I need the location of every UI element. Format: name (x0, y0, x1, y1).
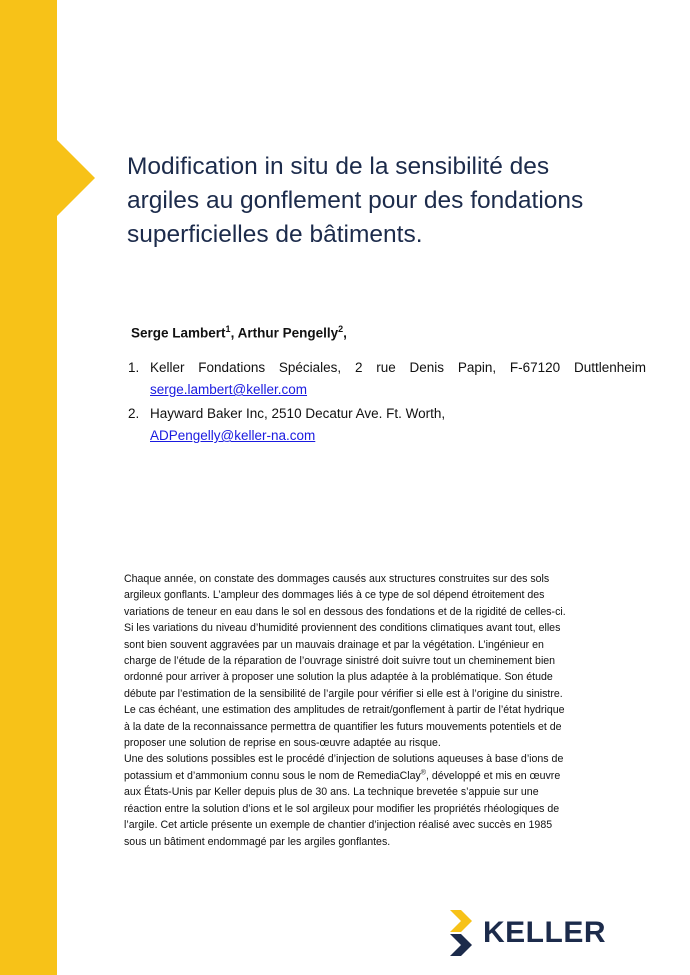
abstract-line: Si les variations du niveau d’humidité proviennent des conditions climatiques avant tout, elles (124, 622, 561, 635)
author-name: Arthur Pengelly (237, 325, 339, 341)
abstract-paragraph (124, 571, 650, 850)
abstract-line (124, 768, 650, 784)
abstract-line: charge de l’étude de la réparation de l’ouvrage sinistré doit suivre tout un cheminement bien (124, 655, 556, 668)
authors-line (131, 324, 347, 341)
affiliation-item (128, 357, 646, 401)
affiliation-number: 1. (128, 360, 140, 375)
keller-logo-icon (448, 910, 476, 956)
abstract-line: Une des solutions possibles est le procédé d’injection de solutions aqueuses à base d’ions de (124, 753, 564, 766)
title-line: superficielles de bâtiments. (127, 221, 423, 248)
author-affil-marker: 1 (225, 324, 231, 334)
side-yellow-band (0, 0, 57, 975)
abstract-line: sont bien souvent aggravées par un mauvais drainage et par la végétation. L’ingénieur en (124, 638, 544, 651)
abstract-line: Chaque année, on constate des dommages causés aux structures construites sur des sols (124, 573, 550, 585)
abstract-line: ordonné pour arriver à proposer une solution la plus adaptée à la problématique. Son étude (124, 671, 553, 684)
affiliation-number: 2. (128, 406, 140, 421)
abstract-line: aux États-Unis par Keller depuis plus de 30 ans. La technique brevetée s’appuie sur une (124, 786, 539, 799)
abstract-line: à la date de la reconnaissance permettra de quantifier les futurs mouvements potentiels et de (124, 720, 562, 733)
affiliation-email-link[interactable]: ADPengelly@keller-na.com (150, 428, 316, 443)
abstract-line-text: potassium et d’ammonium connu sous le nom de RemediaClay (124, 769, 421, 782)
keller-logo-text: KELLER (483, 916, 606, 949)
affiliation-text: Keller Fondations Spéciales, 2 rue Denis Papin, F-67120 Duttlenheim (150, 360, 646, 375)
author-separator: , (230, 325, 238, 341)
abstract-line: proposer une solution de reprise en sous-œuvre adaptée au risque. (124, 737, 441, 750)
author-trailing-comma: , (343, 325, 347, 341)
abstract-line: débute par l’estimation de la sensibilité de l’argile pour vérifier si elle est à l’origine du sinistre. (124, 687, 563, 700)
keller-logo (448, 908, 618, 958)
abstract-line: Le cas échéant, une estimation des amplitudes de retrait/gonflement à partir de l’état hydrique (124, 704, 565, 717)
affiliation-email-link[interactable]: serge.lambert@keller.com (150, 382, 308, 397)
abstract-line: réaction entre la solution d’ions et le sol argileux pour modifier les propriétés rhéologiques de (124, 802, 560, 815)
author-name: Serge Lambert (131, 325, 226, 341)
abstract-line-text: , développé et mis en œuvre (425, 769, 561, 782)
side-arrow-decoration (57, 140, 95, 216)
affiliation-item (128, 403, 646, 447)
affiliations-list (128, 357, 646, 449)
affiliation-text: Hayward Baker Inc, 2510 Decatur Ave. Ft. Worth, (150, 406, 446, 421)
title-line: Modification in situ de la sensibilité des (127, 153, 550, 180)
registered-mark: ® (420, 769, 426, 777)
title-line: argiles au gonflement pour des fondations (127, 187, 584, 214)
document-title (127, 150, 647, 252)
abstract-line: argileux gonflants. L’ampleur des dommages liés à ce type de sol dépend étroitement des (124, 589, 545, 602)
abstract-line: sous un bâtiment endommagé par les argiles gonflantes. (124, 835, 391, 848)
abstract-line: variations de teneur en eau dans le sol en dessous des fondations et de la rigidité de celles-ci. (124, 605, 566, 618)
abstract-line: l’argile. Cet article présente un exemple de chantier d’injection réalisé avec succès en 1985 (124, 819, 553, 832)
author-affil-marker: 2 (338, 324, 344, 334)
